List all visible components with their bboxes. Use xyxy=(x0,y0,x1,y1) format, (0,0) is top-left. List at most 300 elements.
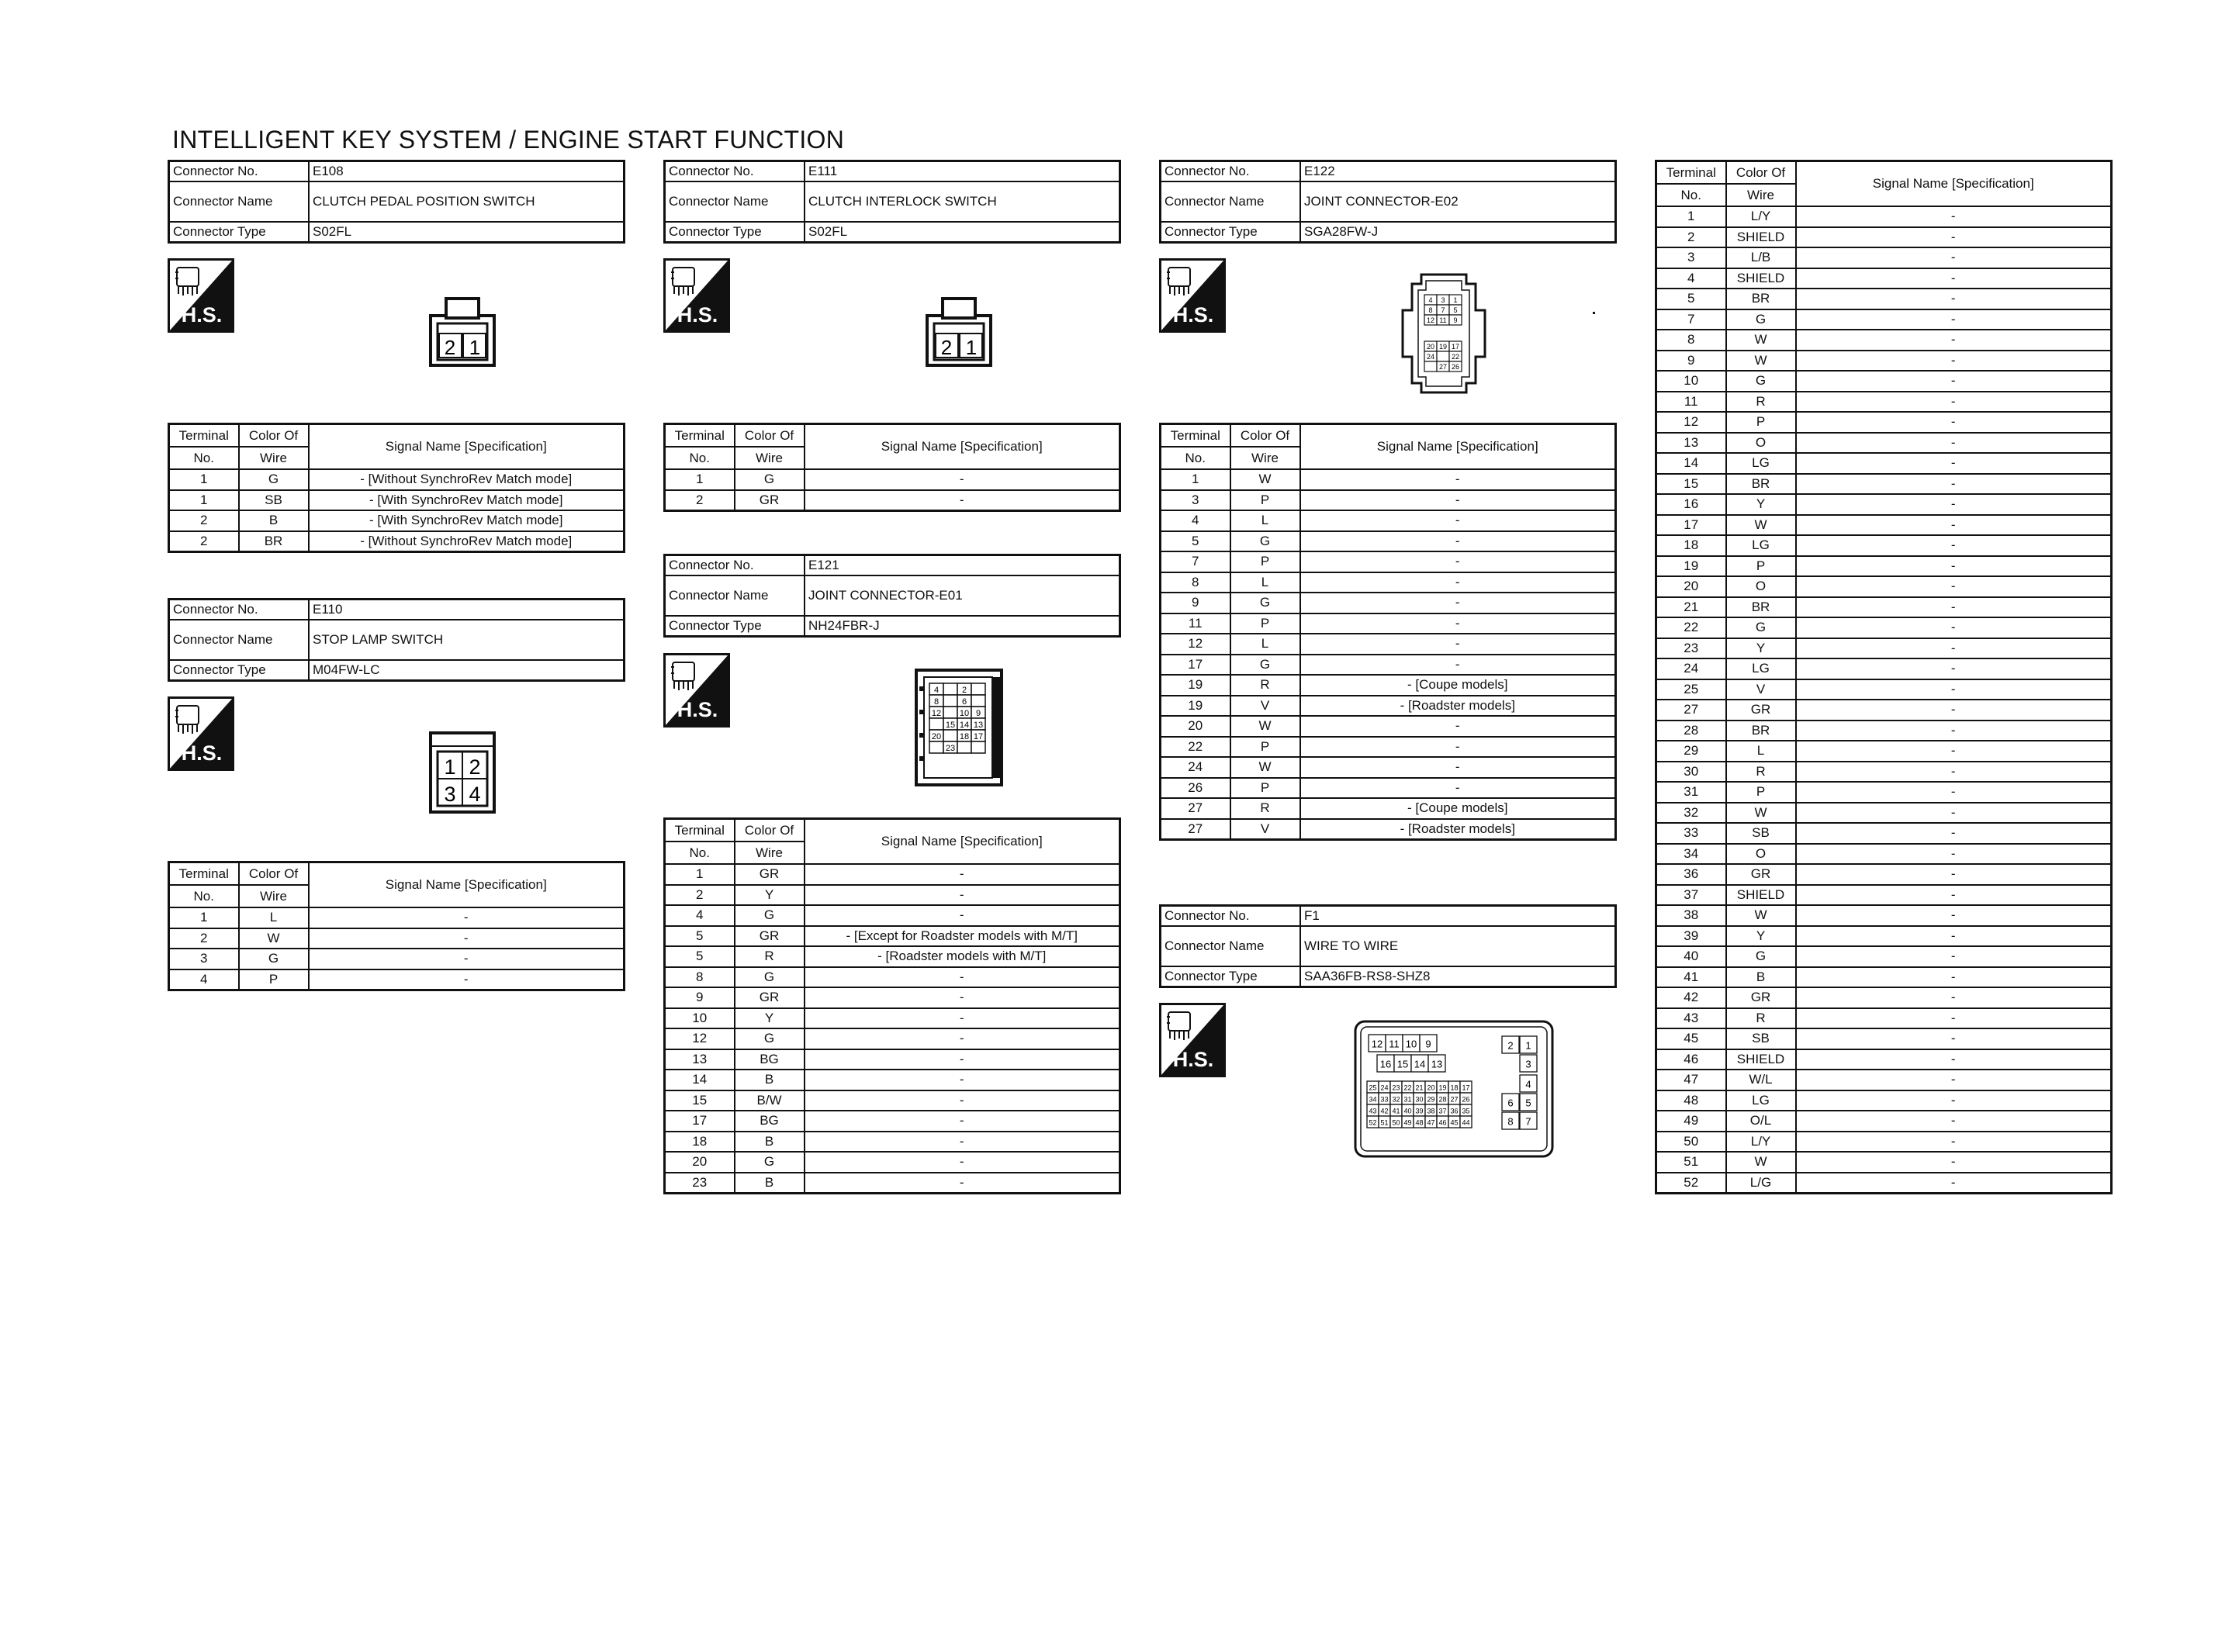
pin-label: 52 xyxy=(1369,1118,1377,1127)
wire-color-cell: GR xyxy=(735,864,805,885)
col-terminal-header-2: No. xyxy=(169,447,239,469)
signal-cell: - xyxy=(1796,227,2112,248)
connector-face-e110 xyxy=(428,731,498,814)
table-row xyxy=(169,928,625,949)
terminal-cell: 9 xyxy=(1161,593,1230,613)
connector-no-value: F1 xyxy=(1300,906,1616,927)
terminal-cell: 36 xyxy=(1656,864,1726,885)
wire-color-cell: L xyxy=(1230,510,1300,531)
pin-label: 27 xyxy=(1438,363,1448,371)
connector-header-e108 xyxy=(168,160,625,244)
terminal-cell: 51 xyxy=(1656,1152,1726,1173)
table-row xyxy=(1656,556,2112,577)
signal-cell: - [With SynchroRev Match mode] xyxy=(309,510,625,531)
terminal-cell: 7 xyxy=(1656,309,1726,330)
connector-no-value: E110 xyxy=(309,600,625,620)
signal-cell: - xyxy=(1796,515,2112,536)
table-row xyxy=(1656,700,2112,721)
table-row xyxy=(1656,371,2112,392)
terminal-cell: 28 xyxy=(1656,721,1726,741)
wire-color-cell: LG xyxy=(1726,1090,1796,1111)
table-row xyxy=(1161,757,1616,778)
signal-cell: - xyxy=(1796,1173,2112,1194)
col-signal-header: Signal Name [Specification] xyxy=(1796,161,2112,207)
signal-cell: - xyxy=(1300,490,1616,511)
wire-color-cell: LG xyxy=(1726,535,1796,556)
signal-cell: - xyxy=(1796,1028,2112,1049)
connector-face-e108 xyxy=(428,296,498,368)
table-row xyxy=(1161,737,1616,758)
signal-cell: - xyxy=(1796,823,2112,844)
terminal-cell: 4 xyxy=(169,969,239,990)
terminal-cell: 22 xyxy=(1656,617,1726,638)
wire-color-cell: W xyxy=(1726,905,1796,926)
wire-color-cell: Y xyxy=(735,885,805,906)
signal-cell: - xyxy=(1300,572,1616,593)
terminal-table-e111 xyxy=(663,423,1121,512)
signal-cell: - xyxy=(1796,392,2112,413)
wire-color-cell: GR xyxy=(735,987,805,1008)
col-color-header-2: Wire xyxy=(1230,447,1300,469)
signal-cell: - xyxy=(1796,967,2112,988)
pin-label: 21 xyxy=(1415,1083,1424,1092)
pin-label: 8 xyxy=(933,697,940,707)
wire-color-cell: G xyxy=(1726,309,1796,330)
connector-face-e121 xyxy=(912,668,1005,787)
wire-color-cell: BR xyxy=(239,531,309,552)
terminal-cell: 4 xyxy=(1161,510,1230,531)
terminal-cell: 31 xyxy=(1656,782,1726,803)
terminal-cell: 32 xyxy=(1656,803,1726,824)
table-row xyxy=(1656,1132,2112,1153)
wire-color-cell: GR xyxy=(735,490,805,511)
pin-label: 3 xyxy=(444,783,456,806)
terminal-cell: 10 xyxy=(665,1008,735,1029)
signal-cell: - xyxy=(1300,634,1616,655)
table-row xyxy=(1656,453,2112,474)
wire-color-cell: BR xyxy=(1726,597,1796,618)
table-row xyxy=(1656,987,2112,1008)
connector-type-value: NH24FBR-J xyxy=(805,616,1120,637)
terminal-cell: 12 xyxy=(1161,634,1230,655)
pin-label: 27 xyxy=(1450,1095,1459,1104)
table-row xyxy=(1656,494,2112,515)
terminal-cell: 40 xyxy=(1656,946,1726,967)
table-row xyxy=(1656,247,2112,268)
signal-cell: - xyxy=(1796,762,2112,783)
pin-label: 17 xyxy=(973,732,984,741)
table-row xyxy=(1656,617,2112,638)
terminal-cell: 38 xyxy=(1656,905,1726,926)
col-color-header: Color Of xyxy=(735,424,805,448)
terminal-cell: 46 xyxy=(1656,1049,1726,1070)
terminal-cell: 17 xyxy=(1161,655,1230,676)
table-row xyxy=(1656,515,2112,536)
pin-label: 11 xyxy=(1389,1038,1400,1050)
terminal-cell: 1 xyxy=(169,907,239,928)
connector-header-e121 xyxy=(663,554,1121,638)
wire-color-cell: SB xyxy=(1726,1028,1796,1049)
signal-cell: - xyxy=(1300,757,1616,778)
wire-color-cell: L xyxy=(1230,634,1300,655)
terminal-cell: 3 xyxy=(1161,490,1230,511)
pin-label: 31 xyxy=(1403,1095,1412,1104)
terminal-cell: 41 xyxy=(1656,967,1726,988)
table-row xyxy=(1656,1111,2112,1132)
terminal-cell: 12 xyxy=(1656,412,1726,433)
wire-color-cell: SHIELD xyxy=(1726,227,1796,248)
wire-color-cell: L xyxy=(1726,741,1796,762)
terminal-cell: 26 xyxy=(1161,778,1230,799)
wire-color-cell: SB xyxy=(1726,823,1796,844)
terminal-cell: 24 xyxy=(1161,757,1230,778)
signal-cell: - xyxy=(1796,1008,2112,1029)
col-terminal-header: Terminal xyxy=(665,819,735,842)
signal-cell: - [With SynchroRev Match mode] xyxy=(309,490,625,511)
table-row xyxy=(665,1090,1120,1111)
wire-color-cell: Y xyxy=(1726,926,1796,947)
signal-cell: - xyxy=(1796,1070,2112,1090)
col-color-header-2: Wire xyxy=(735,842,805,864)
col-color-header: Color Of xyxy=(239,424,309,448)
wire-color-cell: GR xyxy=(735,926,805,947)
pin-label: 26 xyxy=(1462,1095,1470,1104)
signal-cell: - xyxy=(1796,1111,2112,1132)
terminal-cell: 16 xyxy=(1656,494,1726,515)
col-terminal-header: Terminal xyxy=(169,424,239,448)
terminal-cell: 11 xyxy=(1656,392,1726,413)
table-row xyxy=(665,864,1120,885)
table-row xyxy=(1656,844,2112,865)
terminal-cell: 14 xyxy=(1656,453,1726,474)
table-row xyxy=(1656,309,2112,330)
table-row xyxy=(1656,782,2112,803)
signal-cell: - xyxy=(1300,531,1616,552)
pin-label: 14 xyxy=(959,721,970,730)
pin-label: 6 xyxy=(1507,1097,1514,1109)
col-color-header: Color Of xyxy=(1726,161,1796,185)
table-row xyxy=(1656,1152,2112,1173)
pin-label: 4 xyxy=(1428,296,1433,304)
table-row xyxy=(665,1132,1120,1153)
table-row xyxy=(1656,597,2112,618)
pin-label: 5 xyxy=(1525,1097,1531,1109)
terminal-cell: 19 xyxy=(1161,675,1230,696)
connector-no-label: Connector No. xyxy=(169,600,310,620)
wire-color-cell: Y xyxy=(735,1008,805,1029)
pin-label: 41 xyxy=(1392,1107,1400,1115)
table-row xyxy=(1161,531,1616,552)
pin-label: 11 xyxy=(1439,316,1447,324)
pin-label: 22 xyxy=(1451,353,1460,361)
signal-cell: - xyxy=(805,1070,1120,1090)
wire-color-cell: O xyxy=(1726,576,1796,597)
pin-label: 23 xyxy=(945,744,956,753)
table-row xyxy=(1656,803,2112,824)
table-row xyxy=(169,469,625,490)
table-row xyxy=(1656,433,2112,454)
terminal-cell: 8 xyxy=(1656,330,1726,351)
pin-label: 24 xyxy=(1380,1083,1389,1092)
col-terminal-header: Terminal xyxy=(1656,161,1726,185)
pin-label: 46 xyxy=(1438,1118,1447,1127)
terminal-cell: 2 xyxy=(665,490,735,511)
wire-color-cell: G xyxy=(735,1152,805,1173)
pin-label: 12 xyxy=(1426,316,1435,324)
col-signal-header: Signal Name [Specification] xyxy=(805,424,1120,470)
connector-name-value: CLUTCH INTERLOCK SWITCH xyxy=(805,181,1120,222)
signal-cell: - xyxy=(805,1111,1120,1132)
table-row xyxy=(1656,1070,2112,1090)
table-row xyxy=(169,490,625,511)
wire-color-cell: W xyxy=(1230,469,1300,490)
connector-face-e122 xyxy=(1398,271,1490,396)
pin-label: 6 xyxy=(961,697,967,707)
terminal-cell: 42 xyxy=(1656,987,1726,1008)
wire-color-cell: P xyxy=(1230,613,1300,634)
wire-color-cell: BG xyxy=(735,1111,805,1132)
wire-color-cell: P xyxy=(1230,737,1300,758)
table-row xyxy=(665,885,1120,906)
table-row xyxy=(665,1070,1120,1090)
hs-label: H.S. xyxy=(1172,303,1214,327)
signal-cell: - xyxy=(1796,330,2112,351)
signal-cell: - [Except for Roadster models with M/T] xyxy=(805,926,1120,947)
wire-color-cell: B xyxy=(239,510,309,531)
connector-no-label: Connector No. xyxy=(665,161,805,182)
terminal-cell: 29 xyxy=(1656,741,1726,762)
table-row xyxy=(1656,885,2112,906)
table-row xyxy=(1161,510,1616,531)
col-terminal-header: Terminal xyxy=(665,424,735,448)
signal-cell: - xyxy=(1796,844,2112,865)
signal-cell: - [Roadster models] xyxy=(1300,696,1616,717)
wire-color-cell: R xyxy=(1726,1008,1796,1029)
wire-color-cell: W xyxy=(1726,515,1796,536)
connector-no-label: Connector No. xyxy=(1161,906,1301,927)
table-row xyxy=(1656,638,2112,659)
col-terminal-header-2: No. xyxy=(1656,184,1726,206)
pin-label: 10 xyxy=(959,709,970,718)
pin-label: 8 xyxy=(1428,306,1433,314)
signal-cell: - xyxy=(805,967,1120,988)
pin-label: 2 xyxy=(444,336,456,359)
col-terminal-header-2: No. xyxy=(1161,447,1230,469)
hs-label: H.S. xyxy=(677,303,718,327)
terminal-cell: 25 xyxy=(1656,679,1726,700)
terminal-cell: 4 xyxy=(665,905,735,926)
pin-label: 9 xyxy=(1453,316,1458,324)
wire-color-cell: B xyxy=(735,1132,805,1153)
table-row xyxy=(665,967,1120,988)
table-row xyxy=(1656,721,2112,741)
terminal-cell: 30 xyxy=(1656,762,1726,783)
connector-face-f1 xyxy=(1353,1019,1555,1159)
signal-cell: - xyxy=(1796,617,2112,638)
pin-label: 4 xyxy=(933,686,940,695)
signal-cell: - xyxy=(1796,433,2112,454)
table-row xyxy=(1656,1173,2112,1194)
wire-color-cell: BR xyxy=(1726,289,1796,309)
connector-type-value: S02FL xyxy=(309,222,625,243)
signal-cell: - xyxy=(1796,1132,2112,1153)
hs-label: H.S. xyxy=(181,303,223,327)
wire-color-cell: G xyxy=(735,967,805,988)
stray-dot xyxy=(1593,312,1595,314)
wire-color-cell: P xyxy=(1230,551,1300,572)
wire-color-cell: P xyxy=(1726,556,1796,577)
signal-cell: - xyxy=(805,905,1120,926)
table-row xyxy=(1656,823,2112,844)
pin-label: 29 xyxy=(1427,1095,1435,1104)
connector-type-value: SGA28FW-J xyxy=(1300,222,1616,243)
pin-label: 2 xyxy=(940,336,953,359)
wire-color-cell: O/L xyxy=(1726,1111,1796,1132)
connector-name-value: STOP LAMP SWITCH xyxy=(309,620,625,660)
terminal-cell: 19 xyxy=(1161,696,1230,717)
signal-cell: - xyxy=(1796,351,2112,372)
terminal-cell: 13 xyxy=(1656,433,1726,454)
pin-label: 15 xyxy=(1396,1058,1409,1070)
signal-cell: - xyxy=(1300,469,1616,490)
pin-label: 9 xyxy=(975,709,981,718)
wire-color-cell: V xyxy=(1726,679,1796,700)
table-row xyxy=(1161,819,1616,840)
wire-color-cell: G xyxy=(1230,593,1300,613)
table-row xyxy=(1161,634,1616,655)
signal-cell: - xyxy=(1796,309,2112,330)
terminal-cell: 33 xyxy=(1656,823,1726,844)
signal-cell: - xyxy=(1796,1049,2112,1070)
wire-color-cell: W xyxy=(1726,330,1796,351)
pin-label: 24 xyxy=(1426,353,1435,361)
terminal-cell: 24 xyxy=(1656,658,1726,679)
harness-side-icon xyxy=(168,696,234,771)
wire-color-cell: SHIELD xyxy=(1726,268,1796,289)
pin-label: 51 xyxy=(1380,1118,1389,1127)
connector-type-label: Connector Type xyxy=(169,222,310,243)
table-row xyxy=(1656,330,2112,351)
terminal-cell: 23 xyxy=(665,1173,735,1194)
signal-cell: - xyxy=(1300,655,1616,676)
wire-color-cell: G xyxy=(1726,617,1796,638)
terminal-cell: 18 xyxy=(665,1132,735,1153)
terminal-cell: 1 xyxy=(665,469,735,490)
terminal-cell: 14 xyxy=(665,1070,735,1090)
signal-cell: - xyxy=(1300,510,1616,531)
terminal-cell: 5 xyxy=(1161,531,1230,552)
connector-type-label: Connector Type xyxy=(665,222,805,243)
terminal-cell: 39 xyxy=(1656,926,1726,947)
signal-cell: - xyxy=(805,1152,1120,1173)
pin-label: 2 xyxy=(961,686,967,695)
terminal-cell: 22 xyxy=(1161,737,1230,758)
col-color-header: Color Of xyxy=(239,862,309,886)
table-row xyxy=(665,926,1120,947)
table-row xyxy=(1656,946,2112,967)
pin-label: 25 xyxy=(1369,1083,1377,1092)
pin-label: 12 xyxy=(1371,1038,1383,1050)
signal-cell: - xyxy=(805,1008,1120,1029)
connector-face-e111 xyxy=(925,296,995,368)
table-row xyxy=(1656,905,2112,926)
pin-label: 3 xyxy=(1441,296,1445,304)
connector-no-value: E122 xyxy=(1300,161,1616,182)
signal-cell: - xyxy=(1796,987,2112,1008)
signal-cell: - xyxy=(805,864,1120,885)
table-row xyxy=(665,987,1120,1008)
col-color-header-2: Wire xyxy=(239,447,309,469)
terminal-cell: 27 xyxy=(1656,700,1726,721)
wire-color-cell: R xyxy=(1230,675,1300,696)
wire-color-cell: G xyxy=(239,949,309,969)
terminal-cell: 50 xyxy=(1656,1132,1726,1153)
harness-side-icon xyxy=(663,258,730,333)
signal-cell: - xyxy=(1796,494,2112,515)
wire-color-cell: SHIELD xyxy=(1726,885,1796,906)
terminal-cell: 23 xyxy=(1656,638,1726,659)
terminal-cell: 13 xyxy=(665,1049,735,1070)
pin-label: 22 xyxy=(1403,1083,1412,1092)
table-row xyxy=(1656,289,2112,309)
harness-side-icon xyxy=(1159,258,1226,333)
table-row xyxy=(1161,655,1616,676)
wire-color-cell: B xyxy=(735,1173,805,1194)
connector-name-label: Connector Name xyxy=(665,575,805,616)
signal-cell: - xyxy=(309,928,625,949)
table-row xyxy=(1656,658,2112,679)
wire-color-cell: W xyxy=(1726,1152,1796,1173)
signal-cell: - xyxy=(1796,721,2112,741)
wire-color-cell: BR xyxy=(1726,474,1796,495)
table-row xyxy=(1656,412,2112,433)
col-signal-header: Signal Name [Specification] xyxy=(805,819,1120,865)
terminal-cell: 43 xyxy=(1656,1008,1726,1029)
pin-label: 1 xyxy=(1453,296,1458,304)
col-signal-header: Signal Name [Specification] xyxy=(309,862,625,908)
terminal-cell: 37 xyxy=(1656,885,1726,906)
connector-name-value: CLUTCH PEDAL POSITION SWITCH xyxy=(309,181,625,222)
pin-label: 10 xyxy=(1405,1038,1417,1050)
signal-cell: - xyxy=(1796,453,2112,474)
terminal-cell: 49 xyxy=(1656,1111,1726,1132)
connector-type-value: M04FW-LC xyxy=(309,660,625,681)
signal-cell: - xyxy=(805,1132,1120,1153)
terminal-cell: 52 xyxy=(1656,1173,1726,1194)
pin-label: 2 xyxy=(469,755,481,779)
col-terminal-header: Terminal xyxy=(169,862,239,886)
table-row xyxy=(1656,268,2112,289)
signal-cell: - xyxy=(1300,593,1616,613)
connector-type-label: Connector Type xyxy=(1161,966,1301,987)
terminal-cell: 2 xyxy=(169,510,239,531)
connector-no-value: E108 xyxy=(309,161,625,182)
table-row xyxy=(1656,1028,2112,1049)
table-row xyxy=(1656,474,2112,495)
terminal-cell: 27 xyxy=(1161,819,1230,840)
terminal-cell: 8 xyxy=(665,967,735,988)
pin-label: 7 xyxy=(1441,306,1445,314)
pin-label: 13 xyxy=(1431,1058,1443,1070)
pin-label: 1 xyxy=(965,336,978,359)
wire-color-cell: GR xyxy=(1726,864,1796,885)
wire-color-cell: P xyxy=(1230,490,1300,511)
signal-cell: - xyxy=(805,469,1120,490)
hs-label: H.S. xyxy=(677,698,718,721)
table-row xyxy=(1656,741,2112,762)
wire-color-cell: Y xyxy=(1726,494,1796,515)
terminal-cell: 9 xyxy=(1656,351,1726,372)
